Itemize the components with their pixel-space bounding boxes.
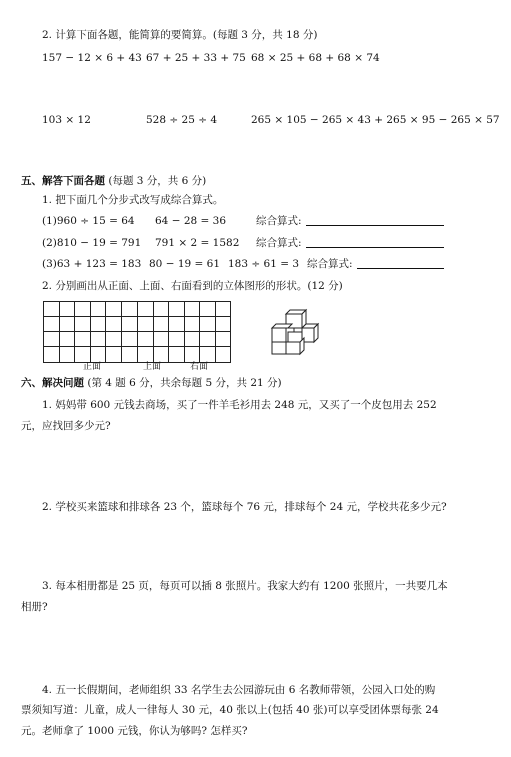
section-five-heading [21, 174, 206, 188]
answer-blank[interactable] [357, 268, 444, 269]
step-expression: 80 − 19 = 61 [149, 258, 221, 270]
problem-text: 票须知写道：儿童，成人一律每人 30 元，40 张以上(包括 40 张)可以享受团体票每张 24 [21, 704, 439, 716]
views-heading: 2. 分别画出从正面、上面、右面看到的立体图形的形状。(12 分) [42, 280, 343, 292]
calc-expression: 528 ÷ 25 ÷ 4 [146, 114, 218, 126]
problem-text: 4. 五一长假期间，老师组织 33 名学生去公园游玩由 6 名教师带领，公园入口处的购 [42, 684, 436, 696]
step-expression: 791 × 2 = 1582 [155, 237, 240, 249]
view-label-front: 正面 [83, 362, 102, 372]
calc-expression: 265 × 105 − 265 × 43 + 265 × 95 − 265 × 57 [251, 114, 500, 126]
problem-text: 2. 学校买来篮球和排球各 23 个，篮球每个 76 元，排球每个 24 元，学校共花多少元? [42, 501, 447, 513]
calc-expression: 157 − 12 × 6 + 43 [42, 52, 142, 64]
section-six-points: (第 4 题 6 分，共余每题 5 分，共 21 分) [87, 377, 282, 389]
view-label-top: 上面 [143, 362, 162, 372]
calc-expression: 67 + 25 + 33 + 75 [146, 52, 246, 64]
answer-blank[interactable] [306, 225, 444, 226]
problem-text: 元。老师拿了 1000 元钱，你认为够吗? 怎样买? [21, 725, 248, 737]
calc-heading: 2. 计算下面各题，能简算的要简算。(每题 3 分，共 18 分) [42, 29, 318, 41]
problem-text: 元，应找回多少元? [21, 420, 111, 432]
calc-expression: 68 × 25 + 68 + 68 × 74 [251, 52, 380, 64]
view-label-right: 右面 [190, 362, 209, 372]
rewrite-heading: 1. 把下面几个分步式改写成综合算式。 [42, 194, 224, 206]
problem-text: 1. 妈妈带 600 元钱去商场，买了一件羊毛衫用去 248 元，又买了一个皮包用去 252 [42, 399, 437, 411]
calc-expression: 103 × 12 [42, 114, 91, 126]
section-six-title: 六、解决问题 [21, 377, 84, 389]
step-expression: (3)63 + 123 = 183 [42, 258, 142, 270]
section-five-points: (每题 3 分，共 6 分) [108, 175, 207, 187]
section-six-heading [21, 376, 282, 390]
problem-text: 相册? [21, 601, 48, 613]
step-expression: 183 ÷ 61 = 3 [228, 258, 300, 270]
answer-label: 综合算式: [256, 215, 302, 227]
answer-blank[interactable] [306, 247, 444, 248]
section-five-title: 五、解答下面各题 [21, 175, 105, 187]
step-expression: (2)810 − 19 = 791 [42, 237, 142, 249]
step-expression: (1)960 ÷ 15 = 64 [42, 215, 135, 227]
step-expression: 64 − 28 = 36 [155, 215, 227, 227]
cube-figure-icon [268, 308, 324, 356]
answer-label: 综合算式: [256, 237, 302, 249]
drawing-grid [43, 301, 231, 363]
answer-label: 综合算式: [307, 258, 353, 270]
problem-text: 3. 每本相册都是 25 页，每页可以插 8 张照片。我家大约有 1200 张照片，一共要几本 [42, 580, 448, 592]
